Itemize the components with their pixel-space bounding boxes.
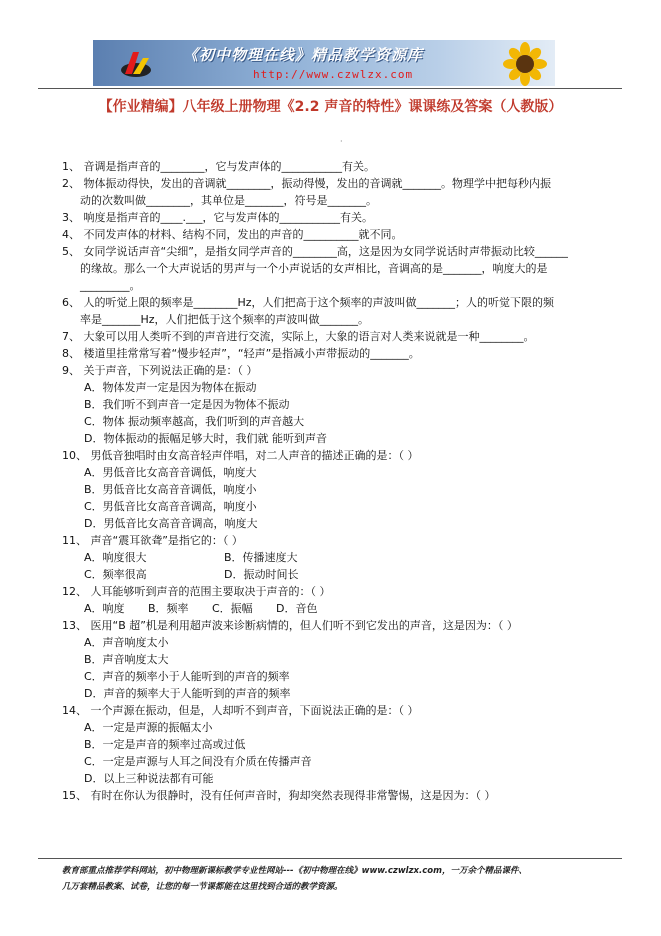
question-9-option: C．物体 振动频率越高，我们听到的声音越大: [84, 415, 305, 428]
question-14: 14、 一个声源在振动，但是，人却听不到声音，下面说法正确的是：（ ）: [62, 704, 419, 717]
question-4: 4、 不同发声体的材料、结构不同，发出的声音的__________就不同。: [62, 228, 403, 241]
question-12-option: C．振幅: [212, 602, 253, 615]
question-10: 10、 男低音独唱时由女高音轻声伴唱，对二人声音的描述正确的是：（ ）: [62, 449, 419, 462]
question-13: 13、 医用“B 超”机是利用超声波来诊断病情的，但人们听不到它发出的声音，这是因为：（ ）: [62, 619, 518, 632]
header-divider: [38, 88, 622, 89]
question-14-option: A．一定是声源的振幅太小: [84, 721, 213, 734]
question-6: 6、 人的听觉上限的频率是________Hz，人们把高于这个频率的声波叫做_______；人的听觉下限的频: [62, 296, 555, 309]
question-1: 1、 音调是指声音的________，它与发声体的___________有关。: [62, 160, 375, 173]
page-title: 【作业精编】八年级上册物理《2.2 声音的特性》课课练及答案（人教版）: [98, 99, 563, 115]
question-14-option: D．以上三种说法都有可能: [84, 772, 214, 785]
question-13-option: C．声音的频率小于人能听到的声音的频率: [84, 670, 290, 683]
question-15: 15、 有时在你认为很静时，没有任何声音时，狗却突然表现得非常警惕，这是因为：（ ）: [62, 789, 496, 802]
question-9-option: A．物体发声一定是因为物体在振动: [84, 381, 257, 394]
question-6-continuation: 率是_______Hz，人们把低于这个频率的声波叫做_______。: [80, 313, 370, 326]
footer-line-1: 教育部重点推荐学科网站，初中物理新课标教学专业性网站---《初中物理在线》www.czwlzx.com，一万余个精品课件、: [62, 866, 527, 876]
question-10-option: D．男低音比女高音音调高，响度大: [84, 517, 258, 530]
question-12-option: A．响度: [84, 602, 125, 615]
question-14-option: C．一定是声源与人耳之间没有介质在传播声音: [84, 755, 312, 768]
question-14-option: B．一定是声音的频率过高或过低: [84, 738, 246, 751]
question-11-option: C．频率很高: [84, 568, 147, 581]
question-12-option: B．频率: [148, 602, 189, 615]
dot-mark: ·: [340, 137, 343, 146]
site-logo-icon: [119, 46, 153, 80]
question-12: 12、 人耳能够听到声音的范围主要取决于声音的：（ ）: [62, 585, 331, 598]
question-11-option: B．传播速度大: [224, 551, 298, 564]
question-11-option: D．振动时间长: [224, 568, 299, 581]
question-3: 3、 响度是指声音的____.___，它与发声体的___________有关。: [62, 211, 373, 224]
question-10-option: B．男低音比女高音音调低，响度小: [84, 483, 257, 496]
question-9: 9、 关于声音，下列说法正确的是：（ ）: [62, 364, 258, 377]
question-5-continuation: 的缘故。那么一个大声说话的男声与一个小声说话的女声相比，音调高的是_______，响度大的是: [80, 262, 548, 275]
question-2-continuation: 动的次数叫做________，其单位是_______，符号是_______。: [80, 194, 377, 207]
header-banner: [93, 40, 555, 86]
question-list: [62, 158, 622, 804]
question-13-option: A．声音响度太小: [84, 636, 169, 649]
question-12-option: D．音色: [276, 602, 318, 615]
question-11: 11、 声音“震耳欲聋”是指它的：（ ）: [62, 534, 243, 547]
question-11-option-row: [62, 566, 622, 583]
sunflower-icon: [501, 42, 549, 86]
question-7: 7、 大象可以用人类听不到的声音进行交流，实际上，大象的语言对人类来说就是一种________。: [62, 330, 535, 343]
question-10-option: A．男低音比女高音音调低，响度大: [84, 466, 257, 479]
question-10-option: C．男低音比女高音音调高，响度小: [84, 500, 257, 513]
question-13-option: B．声音响度太大: [84, 653, 169, 666]
banner-url[interactable]: http://www.czwlzx.com: [253, 68, 414, 81]
banner-title: 《初中物理在线》精品教学资源库: [183, 46, 424, 64]
question-9-option: D．物体振动的振幅足够大时，我们就 能听到声音: [84, 432, 327, 445]
footer-line-2: 几万套精品教案、试卷，让您的每一节课都能在这里找到合适的教学资源。: [62, 882, 343, 892]
question-5-continuation: _________。: [80, 279, 141, 292]
footer: [62, 863, 622, 895]
question-12-option-row: [62, 600, 622, 617]
question-2: 2、 物体振动得快，发出的音调就________，振动得慢，发出的音调就_______。物理学中把每秒内振: [62, 177, 551, 190]
question-13-option: D．声音的频率大于人能听到的声音的频率: [84, 687, 291, 700]
question-5: 5、 女同学说话声音“尖细”，是指女同学声音的________高，这是因为女同学说话时声带振动比较______: [62, 245, 568, 258]
question-11-option-row: [62, 549, 622, 566]
question-9-option: B．我们听不到声音一定是因为物体不振动: [84, 398, 290, 411]
question-11-option: A．响度很大: [84, 551, 147, 564]
question-8: 8、 楼道里挂常常写着“慢步轻声”，“轻声”是指减小声带振动的_______。: [62, 347, 420, 360]
footer-divider: [38, 858, 622, 859]
